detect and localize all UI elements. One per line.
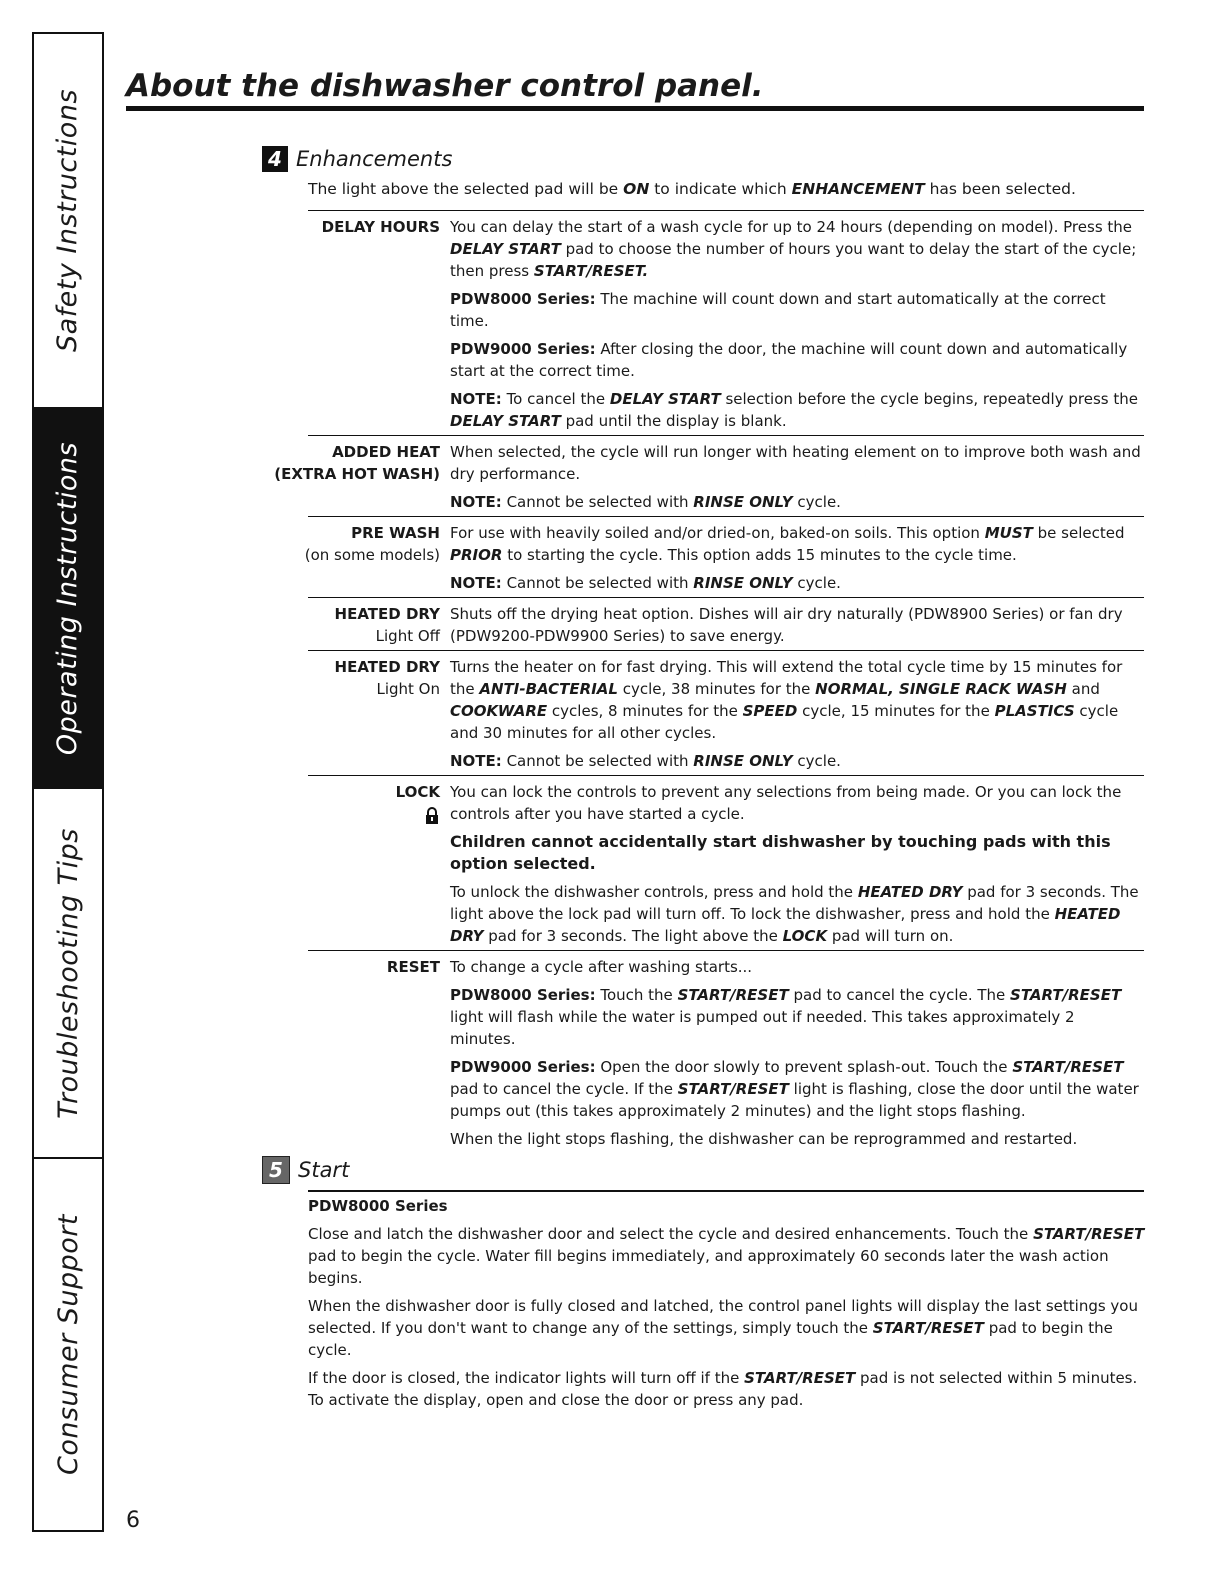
paragraph: When selected, the cycle will run longer with heating element on to improve both wash and dry performance. <box>450 443 1141 483</box>
term <box>308 956 450 1150</box>
text: cycle, 38 minutes for the <box>617 680 816 698</box>
text: cycle. <box>792 752 841 770</box>
paragraph: Shuts off the drying heat option. Dishes will air dry naturally (PDW8900 Series) or fan dry (PDW9200-PDW9900 Series) to save energy. <box>450 605 1123 645</box>
text: selection before the cycle begins, repeatedly press the <box>720 390 1138 408</box>
title-rule <box>126 106 1144 111</box>
text: pad to begin the cycle. <box>308 1319 1113 1359</box>
emphasis: START/RESET <box>677 1080 789 1098</box>
text: light will flash while the water is pumped out if needed. This takes approximately 2 minutes. <box>450 1008 1075 1048</box>
description <box>450 781 1144 947</box>
term <box>288 522 450 594</box>
paragraph <box>308 1223 1148 1289</box>
paragraph <box>450 288 1144 332</box>
text: cycle and 30 minutes for all other cycles. <box>450 702 1119 742</box>
emphasis: HEATED DRY <box>857 883 963 901</box>
label: NOTE: <box>450 493 502 511</box>
emphasis: START/RESET <box>872 1319 984 1337</box>
section-badge: 4 <box>262 146 288 172</box>
text: pad for 3 seconds. The light above the lock pad will turn off. To lock the dishwasher, press and hold the <box>450 883 1139 923</box>
text: For use with heavily soiled and/or dried-on, baked-on soils. This option <box>450 524 985 542</box>
text: pad to cancel the cycle. The <box>788 986 1011 1004</box>
paragraph <box>450 750 1144 772</box>
paragraph: To change a cycle after washing starts... <box>450 958 753 976</box>
paragraph <box>450 572 1144 594</box>
text: The machine will count down and start automatically at the correct time. <box>450 290 1106 330</box>
text: Open the door slowly to prevent splash-out. Touch the <box>595 1058 1013 1076</box>
term-sublabel: (on some models) <box>304 546 440 564</box>
term-sublabel: (EXTRA HOT WASH) <box>274 465 440 483</box>
text: to starting the cycle. This option adds 15 minutes to the cycle time. <box>502 546 1017 564</box>
text: has been selected. <box>924 180 1076 198</box>
emphasis: PLASTICS <box>994 702 1075 720</box>
text: pad for 3 seconds. The light above the <box>483 927 783 945</box>
emphasis: START/RESET <box>677 986 789 1004</box>
emphasis: ENHANCEMENT <box>791 180 925 198</box>
row-delay-hours <box>308 210 1144 435</box>
paragraph <box>450 216 1144 282</box>
row-reset <box>308 950 1144 1153</box>
text: pad to begin the cycle. Water fill begins immediately, and approximately 60 seconds later the wash action begins. <box>308 1247 1109 1287</box>
paragraph <box>308 1295 1148 1361</box>
emphasis: START/RESET <box>1012 1058 1124 1076</box>
text: pad to choose the number of hours you want to delay the start of the cycle; then press <box>450 240 1137 280</box>
emphasis: COOKWARE <box>450 702 548 720</box>
tab-troubleshooting-tips[interactable] <box>34 789 102 1159</box>
page-number: 6 <box>126 1508 140 1533</box>
emphasis: DELAY START <box>609 390 721 408</box>
term <box>308 656 450 772</box>
text: Close and latch the dishwasher door and select the cycle and desired enhancements. Touch the <box>308 1225 1034 1243</box>
emphasis: RINSE ONLY <box>693 574 793 592</box>
paragraph <box>450 388 1144 432</box>
paragraph <box>450 656 1144 744</box>
label: PDW8000 Series: <box>450 290 596 308</box>
paragraph: You can lock the controls to prevent any selections from being made. Or you can lock the controls after you have started a cycle. <box>450 783 1122 823</box>
emphasis: RINSE ONLY <box>693 493 793 511</box>
label: NOTE: <box>450 752 502 770</box>
text: Cannot be selected with <box>501 493 694 511</box>
emphasis: START/RESET <box>1033 1225 1145 1243</box>
warning-paragraph: Children cannot accidentally start dishwasher by touching pads with this option selected. <box>450 832 1111 873</box>
emphasis: HEATED DRY <box>450 905 1121 945</box>
term-sublabel: Light Off <box>375 627 440 645</box>
text: light is flashing, close the door until the water pumps out (this takes approximately 2 minutes) and the light stops flashing. <box>450 1080 1139 1120</box>
start-rule <box>308 1190 1144 1192</box>
text: Cannot be selected with <box>501 752 694 770</box>
lock-icon <box>424 807 440 825</box>
tab-label: Safety Instructions <box>52 88 84 353</box>
description <box>450 216 1144 432</box>
emphasis: ANTI-BACTERIAL <box>479 680 618 698</box>
term-sublabel: Light On <box>376 680 440 698</box>
text: If the door is closed, the indicator lights will turn off if the <box>308 1369 745 1387</box>
text: pad will turn on. <box>827 927 954 945</box>
emphasis: START/RESET <box>744 1369 856 1387</box>
paragraph <box>450 881 1144 947</box>
label: PDW9000 Series: <box>450 340 596 358</box>
section-badge: 5 <box>262 1156 290 1184</box>
section-start-header <box>262 1156 349 1184</box>
text: You can delay the start of a wash cycle for up to 24 hours (depending on model). Press the <box>450 218 1133 236</box>
text: pad to cancel the cycle. If the <box>450 1080 678 1098</box>
paragraph <box>450 491 1144 513</box>
term-label: LOCK <box>395 783 440 801</box>
text: Turns the heater on for fast drying. This will extend the total cycle time by 15 minutes for the <box>450 658 1123 698</box>
page-title: About the dishwasher control panel. <box>126 68 764 104</box>
tab-operating-instructions[interactable] <box>34 409 102 789</box>
description <box>450 656 1144 772</box>
description <box>450 441 1144 513</box>
row-heated-dry-on <box>308 650 1144 775</box>
emphasis: ON <box>623 180 650 198</box>
text: The light above the selected pad will be <box>308 180 624 198</box>
label: PDW9000 Series: <box>450 1058 596 1076</box>
section-title: Enhancements <box>296 147 453 171</box>
paragraph <box>450 984 1144 1050</box>
emphasis: LOCK <box>782 927 828 945</box>
row-pre-wash <box>304 516 1144 597</box>
text: to indicate which <box>649 180 792 198</box>
tab-label: Operating Instructions <box>52 441 84 755</box>
section-enhancements-header <box>262 146 452 172</box>
term <box>268 441 450 513</box>
term <box>308 603 450 647</box>
text: pad until the display is blank. <box>560 412 787 430</box>
emphasis: DELAY START <box>450 412 561 430</box>
tab-safety-instructions[interactable] <box>34 34 102 409</box>
start-body <box>308 1195 1148 1417</box>
paragraph <box>450 1056 1144 1122</box>
text: cycle, 15 minutes for the <box>797 702 995 720</box>
tab-consumer-support[interactable] <box>34 1159 102 1530</box>
section-title: Start <box>298 1158 350 1182</box>
emphasis: START/RESET <box>1010 986 1122 1004</box>
description <box>450 522 1144 594</box>
paragraph: When the light stops flashing, the dishwasher can be reprogrammed and restarted. <box>450 1130 1078 1148</box>
emphasis: MUST <box>984 524 1033 542</box>
emphasis: DELAY START <box>450 240 561 258</box>
term-label: ADDED HEAT <box>332 443 440 461</box>
text: cycles, 8 minutes for the <box>547 702 743 720</box>
label: PDW8000 Series: <box>450 986 596 1004</box>
sidebar <box>32 32 104 1532</box>
description <box>450 956 1144 1150</box>
text: After closing the door, the machine will count down and automatically start at the correct time. <box>450 340 1128 380</box>
emphasis: SPEED <box>742 702 798 720</box>
text: cycle. <box>792 493 841 511</box>
text: Cannot be selected with <box>501 574 694 592</box>
emphasis: NORMAL, SINGLE RACK WASH <box>815 680 1067 698</box>
paragraph <box>450 338 1144 382</box>
text: and <box>1066 680 1100 698</box>
term-label: HEATED DRY <box>334 658 440 676</box>
text: pad is not selected within 5 minutes. To activate the display, open and close the door or press any pad. <box>308 1369 1138 1409</box>
paragraph <box>308 1367 1148 1411</box>
paragraph <box>450 522 1144 566</box>
tab-label: Consumer Support <box>52 1214 84 1475</box>
enhancements-table <box>274 210 1144 1153</box>
row-heated-dry-off <box>308 597 1144 650</box>
term <box>308 216 450 432</box>
emphasis: RINSE ONLY <box>693 752 793 770</box>
term-label: HEATED DRY <box>334 605 440 623</box>
term-label: DELAY HOURS <box>321 218 440 236</box>
emphasis: START/RESET. <box>533 262 649 280</box>
text: cycle. <box>792 574 841 592</box>
text: To unlock the dishwasher controls, press and hold the <box>450 883 858 901</box>
text: Touch the <box>595 986 678 1004</box>
row-lock <box>308 775 1144 950</box>
term-label: RESET <box>386 958 440 976</box>
text: be selected <box>1032 524 1125 542</box>
term <box>308 781 450 947</box>
row-added-heat <box>274 435 1144 516</box>
label: NOTE: <box>450 390 502 408</box>
text: To cancel the <box>501 390 610 408</box>
start-subtitle: PDW8000 Series <box>308 1197 448 1215</box>
enhancements-intro <box>308 180 1076 198</box>
description <box>450 603 1144 647</box>
term-label: PRE WASH <box>351 524 440 542</box>
label: NOTE: <box>450 574 502 592</box>
tab-label: Troubleshooting Tips <box>52 827 84 1119</box>
text: When the dishwasher door is fully closed and latched, the control panel lights will display the last settings you selected. If you don't want to change any of the settings, simply touch the <box>308 1297 1138 1337</box>
emphasis: PRIOR <box>450 546 503 564</box>
